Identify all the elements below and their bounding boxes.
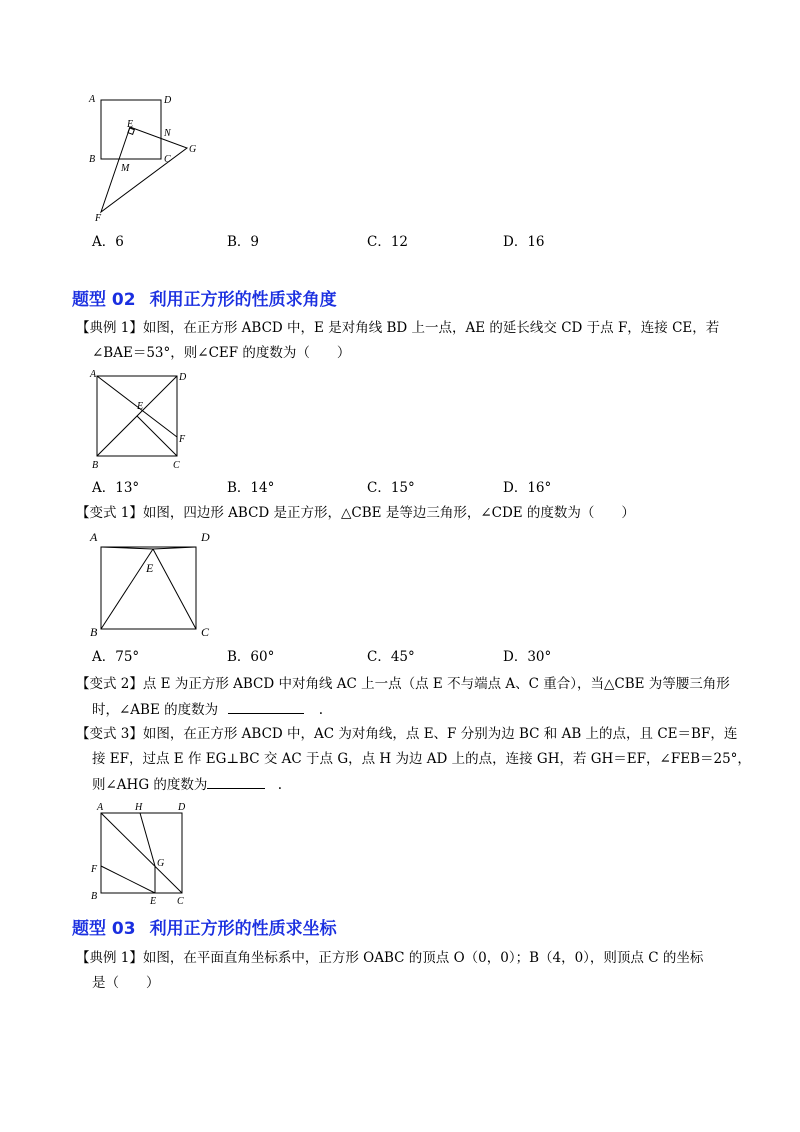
- example3-line1: [76, 948, 703, 968]
- question-tag: 【变式 3】: [76, 726, 143, 742]
- choice-b: B．9: [227, 234, 260, 250]
- variant3-line3: [92, 774, 282, 795]
- label-N: N: [164, 128, 171, 139]
- label-F: F: [95, 213, 102, 224]
- question-tag: 【典例 1】: [76, 950, 143, 966]
- label-E: E: [150, 896, 157, 907]
- label-B: B: [91, 891, 98, 902]
- answer-blank[interactable]: [228, 699, 304, 714]
- label-E: E: [127, 119, 134, 130]
- variant3-line1: [76, 724, 737, 744]
- label-M: M: [121, 163, 130, 174]
- label-D: D: [201, 530, 210, 544]
- section-number: 题型 02: [72, 290, 136, 310]
- question-text: 如图，在正方形 ABCD 中，AC 为对角线，点 E、F 分别为边 BC 和 AB 上的点，且 CE＝BF，连: [142, 726, 738, 742]
- label-G: G: [189, 144, 197, 155]
- section-number: 题型 03: [72, 919, 136, 939]
- label-C: C: [173, 460, 180, 471]
- period: .: [318, 702, 324, 718]
- choice-d: D．16°: [503, 480, 552, 496]
- choice-b: B．60°: [227, 649, 275, 665]
- section-title: 利用正方形的性质求坐标: [149, 919, 337, 939]
- figure-example1: [88, 366, 198, 472]
- label-H: H: [135, 802, 143, 813]
- period: .: [277, 777, 283, 793]
- label-A: A: [89, 94, 96, 105]
- label-E: E: [146, 561, 154, 575]
- section-title: 利用正方形的性质求角度: [149, 290, 337, 310]
- figure-variant1: [86, 527, 216, 645]
- label-A: A: [97, 802, 104, 813]
- question-text: 如图，在平面直角坐标系中，正方形 OABC 的顶点 O（0，0）；B（4，0），则顶点 C 的坐标: [142, 950, 704, 966]
- question-tag: 【典例 1】: [76, 320, 143, 336]
- choice-b: B．14°: [227, 480, 275, 496]
- label-B: B: [92, 460, 99, 471]
- choice-d: D．30°: [503, 649, 552, 665]
- section-heading-02: [72, 285, 337, 310]
- choice-a: A．13°: [92, 480, 140, 496]
- label-D: D: [179, 372, 187, 383]
- label-D: D: [178, 802, 186, 813]
- figure-variant3: [86, 800, 196, 910]
- label-C: C: [201, 625, 210, 639]
- choice-a: A．75°: [92, 649, 140, 665]
- label-G: G: [157, 858, 165, 869]
- label-B: B: [89, 154, 96, 165]
- example1-line2: ∠BAE＝53°，则∠CEF 的度数为（ ）: [92, 345, 351, 361]
- answer-blank[interactable]: [207, 774, 265, 789]
- triangle-efg: [101, 127, 187, 212]
- label-C: C: [177, 896, 184, 907]
- label-F: F: [179, 434, 186, 445]
- variant3-line2: 接 EF，过点 E 作 EG⊥BC 交 AC 于点 G，点 H 为边 AD 上的点，连接 GH，若 GH＝EF，∠FEB＝25°，: [92, 751, 751, 767]
- choice-d: D．16: [503, 234, 545, 250]
- label-A: A: [90, 530, 98, 544]
- question-tag: 【变式 2】: [76, 676, 143, 692]
- variant2-line2: [92, 699, 323, 720]
- example1-line1: [76, 318, 719, 338]
- choice-c: C．12: [367, 234, 409, 250]
- choice-c: C．45°: [367, 649, 415, 665]
- question-text: 时，∠ABE 的度数为: [92, 702, 219, 718]
- label-E: E: [137, 401, 144, 412]
- label-D: D: [164, 95, 172, 106]
- example3-line2: 是（ ）: [92, 975, 160, 991]
- variant2-line1: [76, 674, 730, 694]
- question-text: 则∠AHG 的度数为: [92, 777, 208, 793]
- choice-a: A．6: [92, 234, 124, 250]
- question-text: 点 E 为正方形 ABCD 中对角线 AC 上一点（点 E 不与端点 A、C 重合），当△CBE 为等腰三角形: [142, 676, 730, 692]
- label-C: C: [164, 154, 171, 165]
- question-text: 如图，四边形 ABCD 是正方形，△CBE 是等边三角形，∠CDE 的度数为（ ）: [142, 505, 635, 521]
- question-text: 如图，在正方形 ABCD 中，E 是对角线 BD 上一点，AE 的延长线交 CD 于点 F，连接 CE，若: [142, 320, 720, 336]
- label-A: A: [90, 369, 97, 380]
- label-B: B: [90, 625, 98, 639]
- label-F: F: [91, 864, 98, 875]
- section-heading-03: [72, 914, 337, 939]
- figure-square-abcd-triangle-efg: [85, 92, 210, 227]
- variant1-line1: [76, 503, 635, 523]
- choice-c: C．15°: [367, 480, 415, 496]
- question-tag: 【变式 1】: [76, 505, 143, 521]
